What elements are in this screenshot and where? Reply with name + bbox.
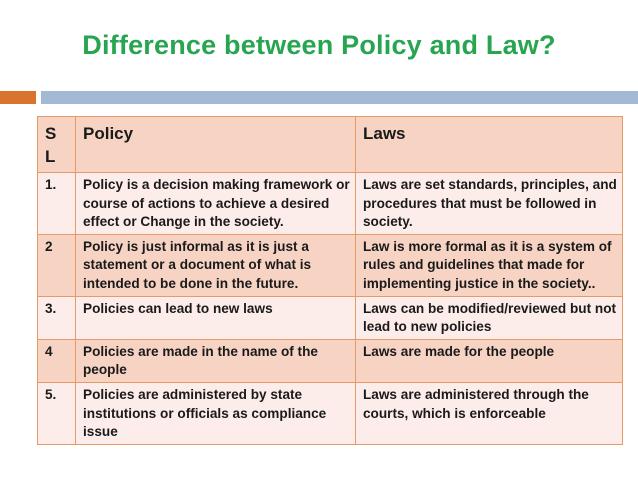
laws-cell: Laws are administered through the courts, which is enforceable [356,382,623,444]
table-row [38,296,623,339]
accent-bar-orange [0,91,36,104]
table-row [38,339,623,382]
policy-cell: Policies are administered by state institutions or officials as compliance issue [76,382,356,444]
policy-cell: Policies are made in the name of the people [76,339,356,382]
row-number: 3. [38,296,76,339]
laws-cell: Laws can be modified/reviewed but not lead to new policies [356,296,623,339]
policy-cell: Policy is a decision making framework or course of actions to achieve a desired effect or Change in the society. [76,173,356,235]
policy-cell: Policies can lead to new laws [76,296,356,339]
row-number: 1. [38,173,76,235]
laws-cell: Laws are set standards, principles, and procedures that must be followed in society. [356,173,623,235]
row-number: 5. [38,382,76,444]
slide-title: Difference between Policy and Law? [82,30,556,60]
accent-bar-blue [41,91,638,104]
header-laws: Laws [356,117,623,173]
laws-cell: Laws are made for the people [356,339,623,382]
header-sl: S L [38,117,76,173]
policy-cell: Policy is just informal as it is just a statement or a document of what is intended to be done in the future. [76,234,356,296]
laws-cell: Law is more formal as it is a system of rules and guidelines that made for implementing justice in the society.. [356,234,623,296]
table-row [38,234,623,296]
table-row [38,382,623,444]
table-header-row [38,117,623,173]
comparison-table [37,116,623,445]
table-row [38,173,623,235]
row-number: 2 [38,234,76,296]
header-policy: Policy [76,117,356,173]
row-number: 4 [38,339,76,382]
